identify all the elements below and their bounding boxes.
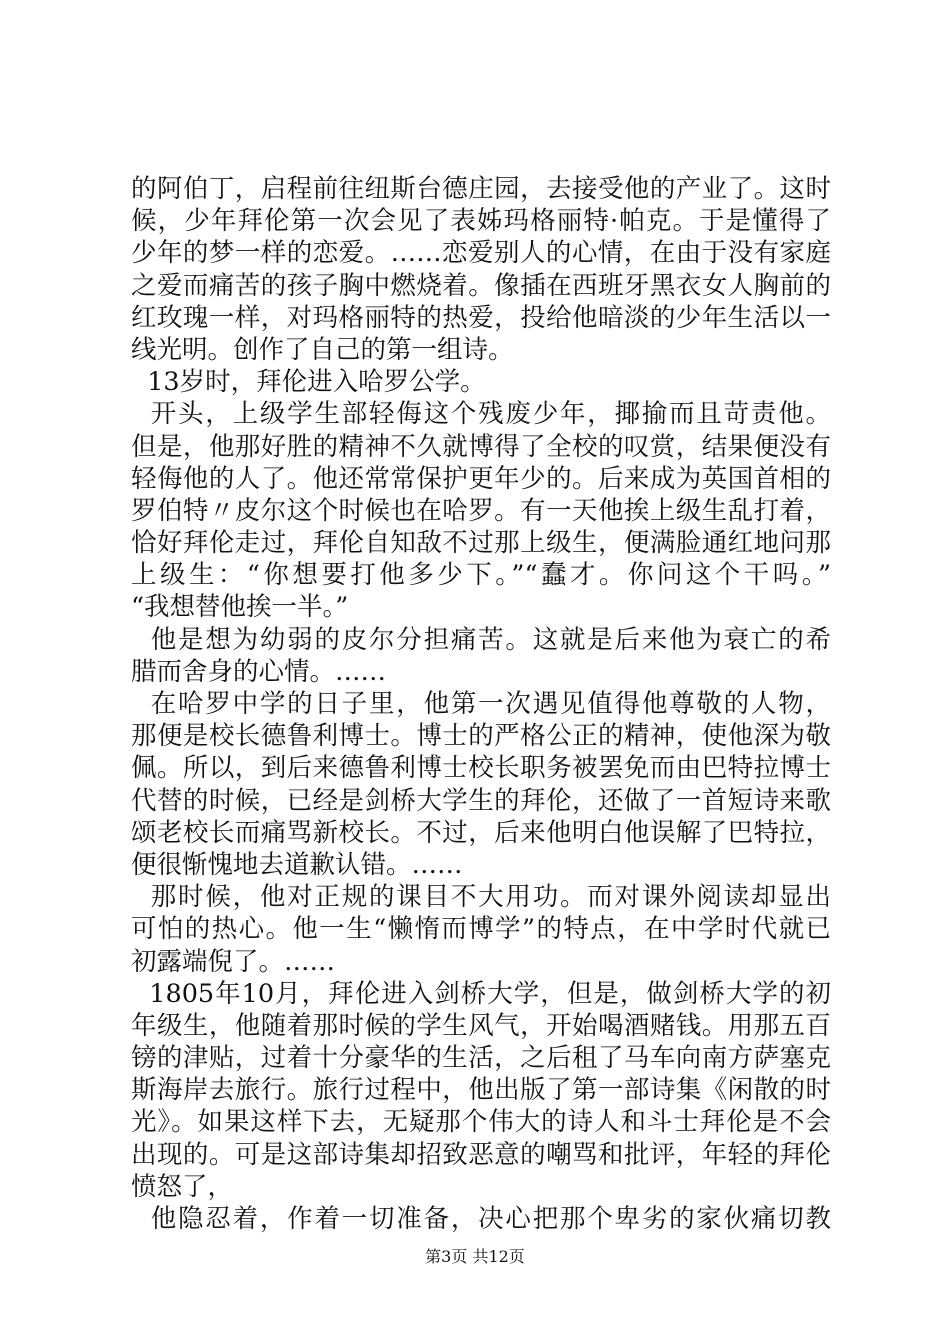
text-line: 之爱而痛苦的孩子胸中燃烧着。像插在西班牙黑衣女人胸前的	[131, 270, 831, 301]
text-line: 1805年10月，拜伦进入剑桥大学，但是，做剑桥大学的初	[131, 978, 831, 1009]
text-line: 他是想为幼弱的皮尔分担痛苦。这就是后来他为衰亡的希	[131, 624, 831, 655]
text-line: 年级生，他随着那时候的学生风气，开始喝酒赌钱。用那五百	[131, 1010, 831, 1041]
text-line: 在哈罗中学的日子里，他第一次遇见值得他尊敬的人物，	[131, 689, 831, 719]
page-footer: 第3页 共12页	[425, 1247, 525, 1266]
text-line: 便很惭愧地去道歉认错。……	[131, 849, 463, 880]
text-line: 轻侮他的人了。他还常常保护更年少的。后来成为英国首相的	[131, 463, 831, 494]
text-line: 罗伯特〃皮尔这个时候也在哈罗。有一天他挨上级生乱打着，	[131, 495, 831, 526]
text-line: 初露端倪了。……	[131, 946, 336, 977]
text-line: 那时候，他对正规的课目不大用功。而对课外阅读却显出	[131, 882, 831, 913]
text-line: 斯海岸去旅行。旅行过程中，他出版了第一部诗集《闲散的时	[131, 1075, 831, 1106]
text-line: 佩。所以，到后来德鲁利博士校长职务被罢免而由巴特拉博士	[131, 753, 831, 784]
text-line: 上级生：“你想要打他多少下。”“蠢才。你问这个干吗。”	[131, 560, 831, 591]
text-line: 红玫瑰一样，对玛格丽特的热爱，投给他暗淡的少年生活以一	[131, 302, 831, 333]
text-line: 颂老校长而痛骂新校长。不过，后来他明白他误解了巴特拉，	[131, 817, 831, 848]
text-line: 腊而舍身的心情。……	[131, 656, 387, 687]
text-line: 候，少年拜伦第一次会见了表姊玛格丽特·帕克。于是懂得了	[131, 206, 831, 237]
text-line: 那便是校长德鲁利博士。博士的严格公正的精神，使他深为敬	[131, 721, 831, 752]
text-line: 开头，上级学生部轻侮这个残废少年，揶揄而且苛责他。	[131, 399, 831, 430]
text-line: 13岁时，拜伦进入哈罗公学。	[131, 367, 486, 398]
text-line: 他隐忍着，作着一切准备，决心把那个卑劣的家伙痛切教	[131, 1204, 831, 1234]
text-line: 可怕的热心。他一生“懒惰而博学”的特点，在中学时代就已	[131, 914, 831, 945]
text-line: “我想替他挨一半。”	[131, 592, 349, 623]
text-line: 恰好拜伦走过，拜伦自知敌不过那上级生，便满脸通红地问那	[131, 528, 831, 559]
text-line: 出现的。可是这部诗集却招致恶意的嘲骂和批评，年轻的拜伦	[131, 1139, 831, 1170]
text-line: 光》。如果这样下去，无疑那个伟大的诗人和斗士拜伦是不会	[131, 1107, 831, 1138]
text-line: 愤怒了，	[131, 1171, 234, 1202]
text-line: 线光明。创作了自己的第一组诗。	[131, 334, 514, 365]
text-line: 少年的梦一样的恋爱。……恋爱别人的心情，在由于没有家庭	[131, 238, 831, 269]
text-line: 的阿伯丁，启程前往纽斯台德庄园，去接受他的产业了。这时	[131, 174, 831, 204]
text-line: 但是，他那好胜的精神不久就博得了全校的叹赏，结果便没有	[131, 431, 831, 462]
body-text	[131, 173, 831, 1235]
text-line: 镑的津贴，过着十分豪华的生活，之后租了马车向南方萨塞克	[131, 1043, 831, 1074]
text-line: 代替的时候，已经是剑桥大学生的拜伦，还做了一首短诗来歌	[131, 785, 831, 816]
